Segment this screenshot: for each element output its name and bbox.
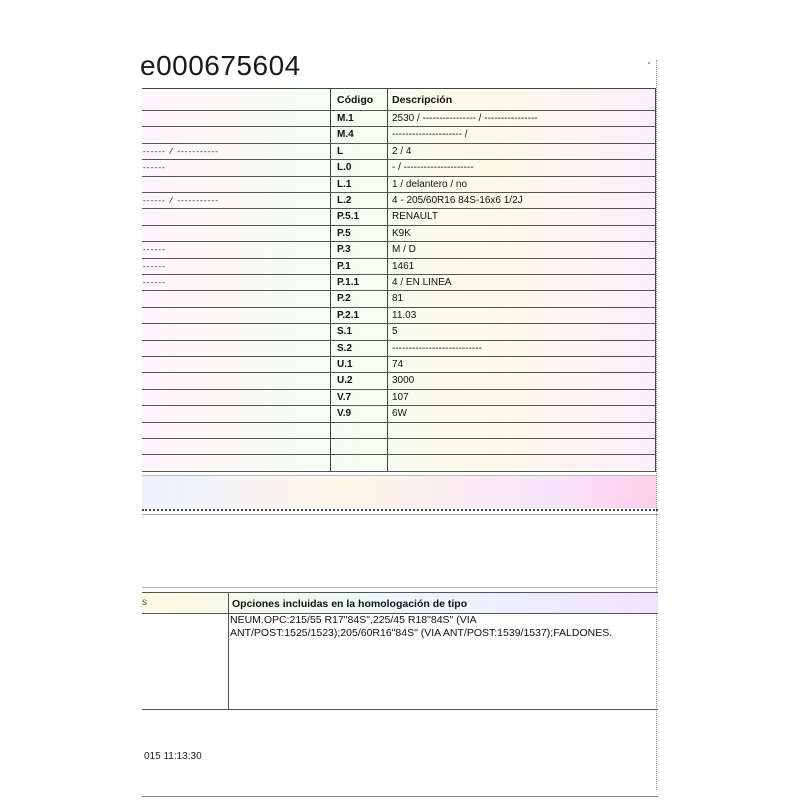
code-cell: P.1 [337,260,351,272]
description-cell: 11.03 [392,309,417,321]
description-cell: 4 - 205/60R16 84S-16x6 1/2J [392,195,523,206]
table-row [142,324,655,340]
table-row [142,439,655,455]
options-divider [228,593,229,709]
table-row [142,455,655,471]
header-description: Descripción [392,94,453,106]
scan-speck [648,62,650,64]
code-cell: M.4 [337,129,354,141]
description-cell: 5 [392,326,398,338]
table-row [142,177,655,193]
description-cell: 2 / 4 [392,145,412,157]
description-cell: 4 / EN LINEA [392,277,452,288]
description-cell: --------------------- / [392,129,468,141]
description-cell: 1 / delantero / no [392,178,468,190]
code-cell: L [337,145,344,157]
options-section [142,592,658,710]
code-cell: P.5 [337,227,351,239]
options-line-1: NEUM.OPC:215/55 R17"84S",225/45 R18"84S" (VIA [230,614,477,626]
left-cell-text: ------ [142,279,165,288]
table-row [142,111,655,127]
table-row [142,406,655,422]
code-cell: L.1 [337,178,352,190]
table-row [142,308,655,324]
left-cell-text: ------ [142,246,165,256]
description-cell: M / D [392,244,416,256]
code-cell: M.1 [337,113,354,124]
section-rule [142,587,658,588]
table-row [142,193,655,209]
description-cell: 81 [392,293,404,305]
left-cell-text: ------ [142,164,165,174]
table-row [142,226,655,242]
options-header [142,593,658,614]
left-cell-text: ------ / ----------- [142,197,219,206]
section-rule [142,514,658,515]
table-row [142,160,655,176]
table-row [142,144,655,160]
color-band [142,475,656,508]
table-header-row [142,92,655,108]
code-cell: U.1 [337,359,353,370]
table-row [142,373,655,389]
dotted-separator [142,509,658,511]
code-cell: P.2 [337,293,351,305]
table-row [142,127,655,143]
description-cell: - / --------------------- [392,162,474,174]
description-cell: 74 [392,359,404,370]
code-cell: S.1 [337,326,353,338]
description-cell: 107 [392,391,409,403]
code-cell: V.9 [337,408,352,420]
code-cell: L.2 [337,195,352,206]
table-row [142,423,655,439]
document-id: e000675604 [140,50,301,81]
table-row [142,291,655,307]
bottom-rule [142,796,658,797]
options-title: Opciones incluidas en la homologación de tipo [232,598,468,610]
code-cell: V.7 [337,391,352,403]
table-row [142,259,655,275]
code-cell: P.3 [337,244,351,256]
options-left-fragment: s [142,597,147,608]
table-row [142,242,655,258]
description-cell: 6W [392,408,407,420]
code-cell: S.2 [337,342,353,354]
code-cell: U.2 [337,375,353,387]
specs-table [142,88,656,472]
code-cell: P.5.1 [337,211,360,223]
table-row [142,357,655,373]
table-row [142,341,655,357]
header-code: Código [337,94,374,106]
timestamp: 015 11:13:30 [144,751,202,762]
code-cell: L.0 [337,162,352,174]
options-line-2: ANT/POST:1525/1523);205/60R16"84S" (VIA ANT/POST:1539/1537);FALDONES. [230,627,613,639]
row-divider [142,471,655,472]
table-row [142,209,655,225]
table-row [142,390,655,406]
left-cell-text: ------ / ----------- [142,147,219,157]
description-cell: 3000 [392,375,415,387]
description-cell: 1461 [392,260,415,272]
code-cell: P.1.1 [337,277,360,288]
description-cell: K9K [392,227,411,239]
description-cell: 2530 / ---------------- / ---------------- [392,113,538,124]
description-cell: RENAULT [392,211,438,223]
code-cell: P.2.1 [337,309,360,321]
table-row [142,275,655,291]
options-text [230,614,650,640]
description-cell: --------------------------- [392,342,482,354]
left-cell-text: ------ [142,262,165,272]
